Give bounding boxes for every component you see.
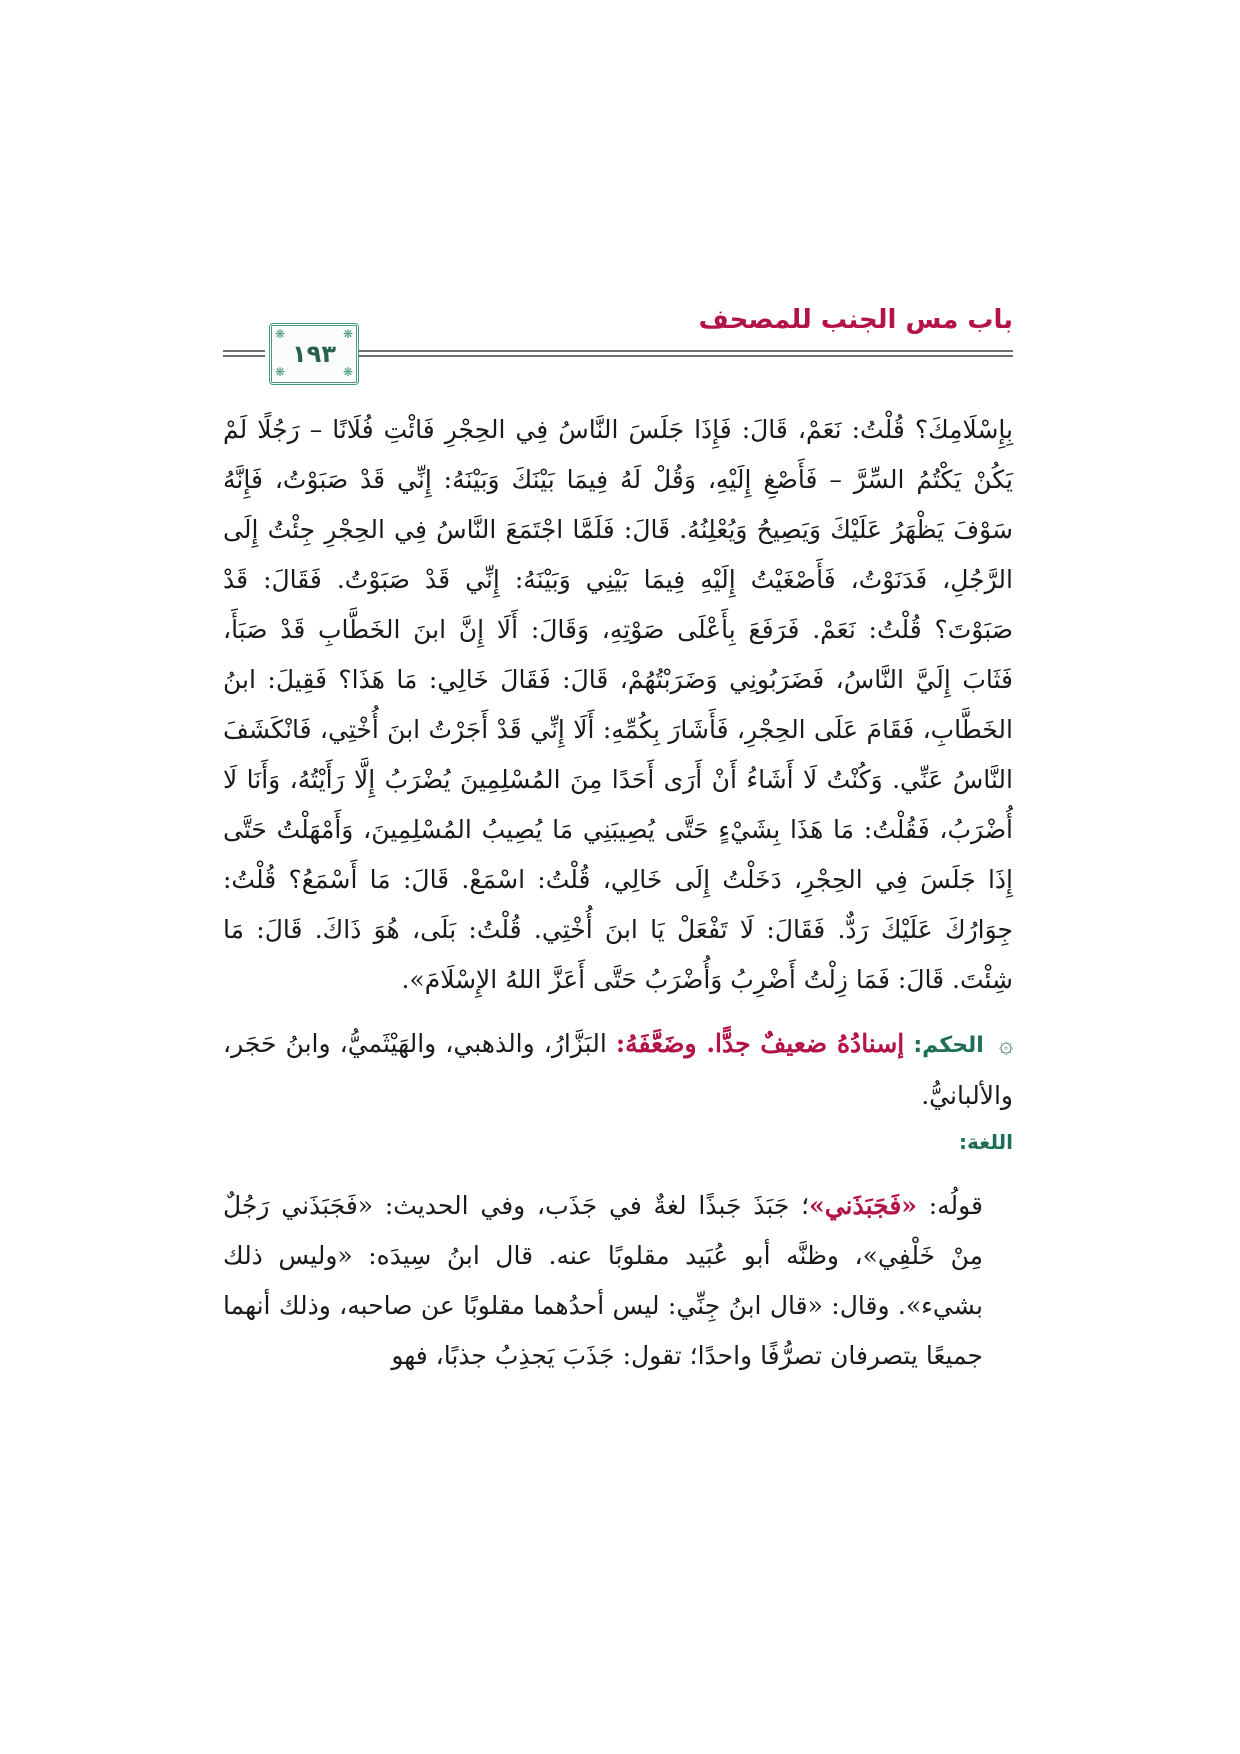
- frame-ornament-icon: ❋: [343, 327, 354, 341]
- ruling-authorities: البَزَّارُ، والذهبي، والهَيْثَميُّ، وابنُ حَجَر، والألبانيُّ.: [223, 1029, 1013, 1110]
- page-body: [223, 405, 1013, 1381]
- language-intro: قولُه:: [928, 1191, 983, 1220]
- frame-ornament-icon: ❋: [275, 365, 286, 379]
- language-paragraph: [223, 1181, 1013, 1381]
- ruling-paragraph: [223, 1019, 1013, 1121]
- header-rule-left: [223, 350, 265, 357]
- hadith-text: بِإِسْلَامِكَ؟ قُلْتُ: نَعَمْ، قَالَ: فَإِذَا جَلَسَ النَّاسُ فِي الحِجْرِ فَائْتِ فُلَانًا – رَجُلًا لَمْ يَكُنْ يَكْتُمُ السِّرَّ – فَأَصْغِ إِلَيْهِ، وَقُلْ لَهُ فِيمَا بَيْنَكَ وَبَيْنَهُ: إِنِّي قَدْ صَبَوْتُ، فَإِنَّهُ سَوْفَ يَظْهَرُ عَلَيْكَ وَيَصِيحُ وَيُعْلِنُهُ. قَالَ: فَلَمَّا اجْتَمَعَ النَّاسُ فِي الحِجْرِ جِئْتُ إِلَى الرَّجُلِ، فَدَنَوْتُ، فَأَصْغَيْتُ إِلَيْهِ فِيمَا بَيْنِي وَبَيْنَهُ: إِنِّي قَدْ صَبَوْتُ. فَقَالَ: قَدْ صَبَوْتَ؟ قُلْتُ: نَعَمْ. فَرَفَعَ بِأَعْلَى صَوْتِهِ، وَقَالَ: أَلَا إِنَّ ابنَ الخَطَّابِ قَدْ صَبَأَ، فَثَابَ إِلَيَّ النَّاسُ، فَضَرَبُونِي وَضَرَبْتُهُمْ، قَالَ: فَقَالَ خَالِي: مَا هَذَا؟ فَقِيلَ: ابنُ الخَطَّابِ، فَقَامَ عَلَى الحِجْرِ، فَأَشَارَ بِكُمِّهِ: أَلَا إِنِّي قَدْ أَجَرْتُ ابنَ أُخْتِي، فَانْكَشَفَ النَّاسُ عَنِّي. وَكُنْتُ لَا أَشَاءُ أَنْ أَرَى أَحَدًا مِنَ المُسْلِمِينَ يُضْرَبُ إِلَّا رَأَيْتُهُ، وَأَنَا لَا أُضْرَبُ، فَقُلْتُ: مَا هَذَا بِشَيْءٍ حَتَّى يُصِيبَنِي مَا يُصِيبُ المُسْلِمِينَ، وَأَمْهَلْتُ حَتَّى إِذَا جَلَسَ فِي الحِجْرِ، دَخَلْتُ إِلَى خَالِي، قُلْتُ: اسْمَعْ. قَالَ: مَا أَسْمَعُ؟ قُلْتُ: جِوَارُكَ عَلَيْكَ رَدٌّ. فَقَالَ: لَا تَفْعَلْ يَا ابنَ أُخْتِي. قُلْتُ: بَلَى، هُوَ ذَاكَ. قَالَ: مَا شِئْتَ. قَالَ: فَمَا زِلْتُ أَضْرِبُ وَأُضْرَبُ حَتَّى أَعَزَّ اللهُ الإِسْلَامَ».: [223, 415, 1013, 994]
- ruling-grade: إسنادُهُ ضعيفٌ جدًّا. وضَعَّفَهُ:: [615, 1029, 905, 1058]
- ruling-label: الحكم:: [913, 1033, 984, 1058]
- chapter-title: باب مس الجنب للمصحف: [698, 305, 1013, 335]
- ornament-icon: ۞: [998, 1030, 1014, 1058]
- page-number: ١٩٣: [292, 340, 336, 368]
- header-rule-right: [358, 350, 1013, 357]
- frame-ornament-icon: ❋: [343, 365, 354, 379]
- language-body: ؛ جَبَذَ جَبذًا لغةٌ في جَذَب، وفي الحديث: «فَجَبَذَني رَجُلٌ مِنْ خَلْفِي»، وظنَّه أبو عُبَيد مقلوبًا عنه. قال ابنُ سِيدَه: «وليس ذلك بشيء». وقال: «قال ابنُ جِنِّي: ليس أحدُهما مقلوبًا عن صاحبه، وذلك أنهما جميعًا يتصرفان تصرُّفًا واحدًا؛ تقول: جَذَبَ يَجذِبُ جذبًا، فهو: [223, 1191, 983, 1370]
- frame-ornament-icon: ❋: [275, 327, 286, 341]
- section-heading-language: اللغة:: [959, 1130, 1013, 1154]
- page-number-frame: [269, 323, 359, 385]
- language-term: «فَجَبَذَني»: [809, 1191, 917, 1220]
- page-header: [223, 305, 1013, 385]
